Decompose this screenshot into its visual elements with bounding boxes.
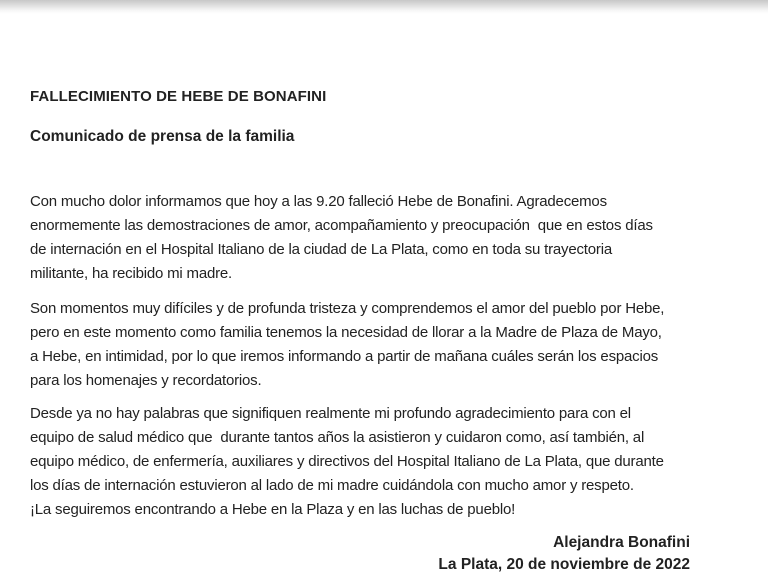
paragraph-line: Con mucho dolor informamos que hoy a las 9.20 falleció Hebe de Bonafini. Agradecemos <box>30 193 607 210</box>
paragraph-line: Son momentos muy difíciles y de profunda tristeza y comprendemos el amor del pueblo por Hebe, <box>30 300 665 317</box>
paragraph-line: enormemente las demostraciones de amor, acompañamiento y preocupación que en estos días <box>30 217 653 234</box>
paragraph-line: Desde ya no hay palabras que signifiquen realmente mi profundo agradecimiento para con el <box>30 405 631 422</box>
paragraph-mourning <box>30 297 690 393</box>
paragraph-line: para los homenajes y recordatorios. <box>30 372 262 389</box>
paragraph-gratitude <box>30 402 690 522</box>
paragraph-line: equipo médico, de enfermería, auxiliares y directivos del Hospital Italiano de La Plata, que durante <box>30 453 664 470</box>
paragraph-line: ¡La seguiremos encontrando a Hebe en la Plaza y en las luchas de pueblo! <box>30 501 516 518</box>
paragraph-line: equipo de salud médico que durante tantos años la asistieron y cuidaron como, así también, al <box>30 429 645 446</box>
signature-block <box>30 532 690 576</box>
signature-name: Alejandra Bonafini <box>553 534 690 551</box>
document-title: FALLECIMIENTO DE HEBE DE BONAFINI <box>30 88 327 105</box>
paragraph-line: militante, ha recibido mi madre. <box>30 265 233 282</box>
paragraph-announcement <box>30 190 690 286</box>
paragraph-line: los días de internación estuvieron al lado de mi madre cuidándola con mucho amor y respeto. <box>30 477 634 494</box>
document-subtitle: Comunicado de prensa de la familia <box>30 128 295 145</box>
press-release-content <box>0 88 768 576</box>
paragraph-line: de internación en el Hospital Italiano de la ciudad de La Plata, como en toda su trayectoria <box>30 241 612 258</box>
top-edge-shadow <box>0 0 768 14</box>
paragraph-line: a Hebe, en intimidad, por lo que iremos informando a partir de mañana cuáles serán los espacios <box>30 348 659 365</box>
paragraph-line: pero en este momento como familia tenemos la necesidad de llorar a la Madre de Plaza de Mayo, <box>30 324 662 341</box>
signature-place-date: La Plata, 20 de noviembre de 2022 <box>438 556 690 573</box>
